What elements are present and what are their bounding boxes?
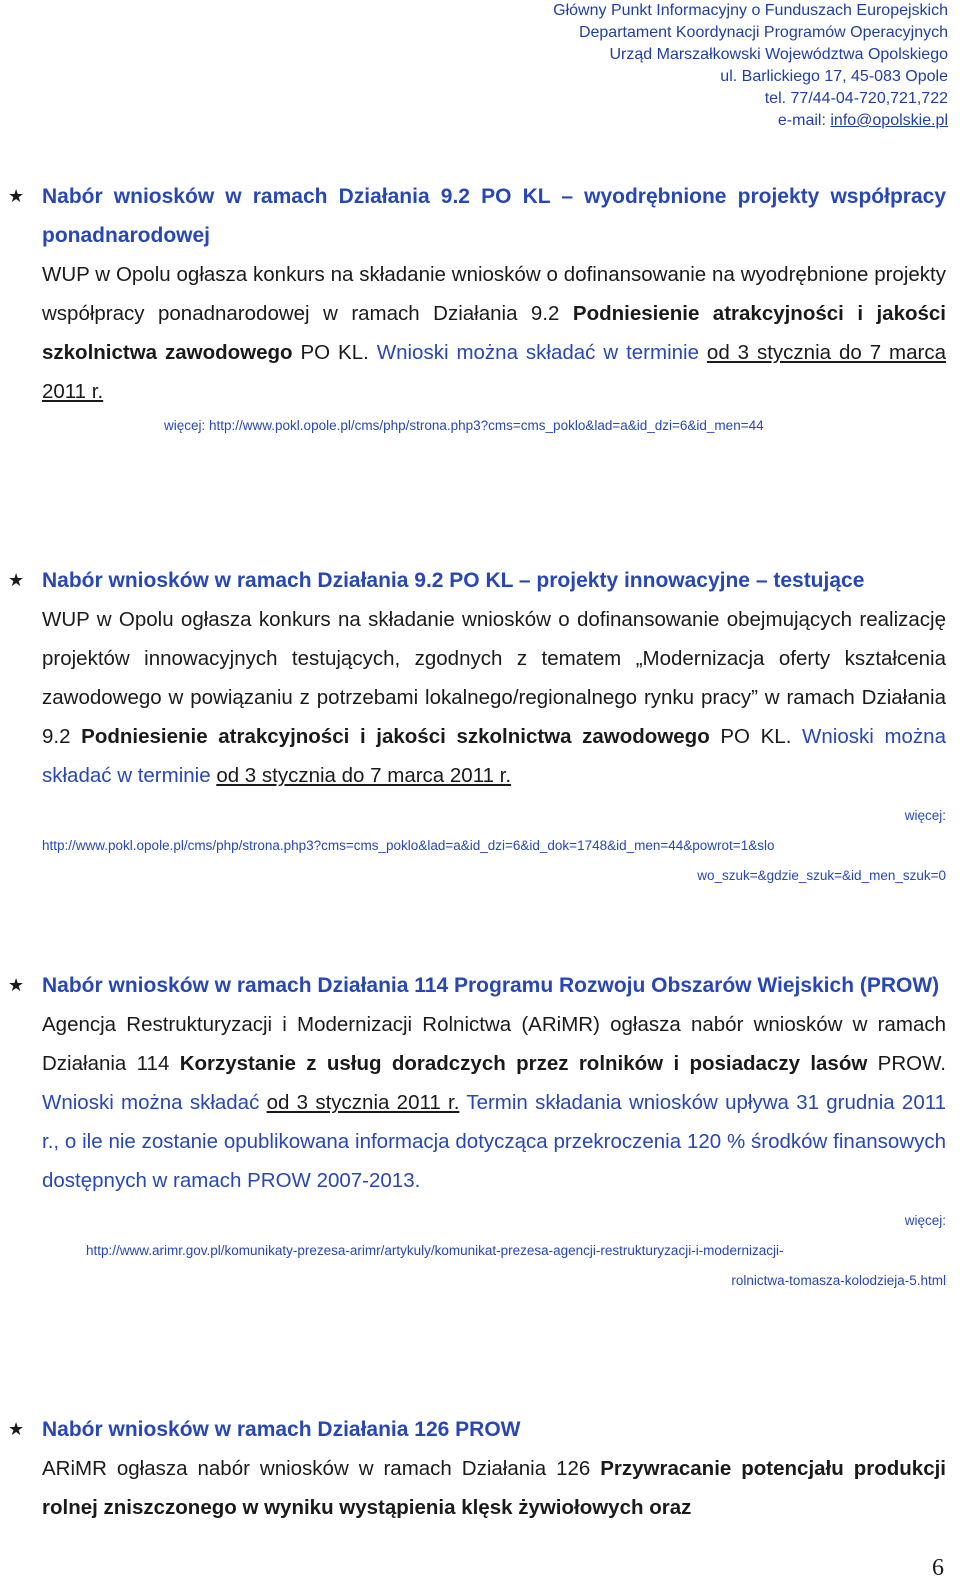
more-info [42, 801, 946, 891]
header-line-4: ul. Barlickiego 17, 45-083 Opole [720, 68, 948, 85]
announcement-title: ★ Nabór wniosków w ramach Działania 114 Programu Rozwoju Obszarów Wiejskich (PROW) [42, 966, 946, 1005]
announcement-body: WUP w Opolu ogłasza konkurs na składanie wniosków o dofinansowanie na wyodrębnione projekty współpracy ponadnarodowej w ramach Działania 9.2 Podniesienie atrakcyjności i jakości szkolnictwa zawodowego PO KL. Wnioski można składać w terminie od 3 stycznia do 7 marca 2011 r. [42, 263, 946, 403]
email-label: e-mail: [777, 112, 831, 129]
announcement-title: ★ Nabór wniosków w ramach Działania 9.2 PO KL – projekty innowacyjne – testujące [42, 561, 946, 600]
star-icon: ★ [8, 1419, 25, 1439]
contact-header [248, 0, 948, 132]
more-label: więcej: [904, 808, 946, 823]
announcement-body: WUP w Opolu ogłasza konkurs na składanie wniosków o dofinansowanie obejmujących realizację projektów innowacyjnych testujących, zgodnych z tematem „Modernizacja oferty kształcenia zawodowego w powiązaniu z potrzebami lokalnego/regionalnego rynku pracy” w ramach Działania 9.2 Podniesienie atrakcyjności i jakości szkolnictwa zawodowego PO KL. Wnioski można składać w terminie od 3 stycznia do 7 marca 2011 r. [42, 608, 946, 787]
announcement-1 [8, 177, 946, 441]
more-link-line-2[interactable]: rolnictwa-tomasza-kolodzieja-5.html [731, 1273, 946, 1288]
header-line-5: tel. 77/44-04-720,721,722 [764, 90, 948, 107]
more-info [42, 1206, 946, 1296]
more-label: więcej: [164, 418, 210, 433]
announcement-4 [8, 1410, 946, 1527]
announcement-3 [8, 966, 947, 1296]
more-link-line-1[interactable]: http://www.arimr.gov.pl/komunikaty-prezesa-arimr/artykuly/komunikat-prezesa-agencji-restrukturyzacji-i-modernizacji- [86, 1243, 784, 1258]
page-number: 6 [932, 1555, 944, 1581]
announcement-body: Agencja Restrukturyzacji i Modernizacji Rolnictwa (ARiMR) ogłasza nabór wniosków w ramach Działania 114 Korzystanie z usług doradczych przez rolników i posiadaczy lasów PROW. Wnioski można składać od 3 stycznia 2011 r. Termin składania wniosków upływa 31 grudnia 2011 r., o ile nie zostanie opublikowana informacja dotycząca przekroczenia 120 % środków finansowych dostępnych w ramach PROW 2007-2013. [42, 1013, 947, 1192]
more-link-line-1[interactable]: http://www.pokl.opole.pl/cms/php/strona.php3?cms=cms_poklo&lad=a&id_dzi=6&id_dok=1748&id_men=44&powrot=1&slo [42, 838, 775, 853]
more-link[interactable]: http://www.pokl.opole.pl/cms/php/strona.php3?cms=cms_poklo&lad=a&id_dzi=6&id_men=44 [209, 418, 764, 433]
star-icon: ★ [8, 186, 25, 206]
header-line-1: Główny Punkt Informacyjny o Funduszach Europejskich [553, 2, 948, 19]
announcement-2 [8, 561, 946, 891]
more-link-line-2[interactable]: wo_szuk=&gdzie_szuk=&id_men_szuk=0 [697, 868, 946, 883]
more-info [42, 411, 946, 441]
announcement-body: ARiMR ogłasza nabór wniosków w ramach Działania 126 Przywracanie potencjału produkcji rolnej zniszczonego w wyniku wystąpienia klęsk żywiołowych oraz [42, 1457, 946, 1519]
header-email-row [248, 110, 948, 132]
star-icon: ★ [8, 975, 25, 995]
announcement-title: ★ Nabór wniosków w ramach Działania 126 PROW [42, 1410, 946, 1449]
more-label: więcej: [904, 1213, 946, 1228]
header-line-3: Urząd Marszałkowski Województwa Opolskiego [609, 46, 948, 63]
announcement-title: ★ Nabór wniosków w ramach Działania 9.2 PO KL – wyodrębnione projekty współpracy ponadnarodowej [42, 177, 946, 255]
email-link[interactable]: info@opolskie.pl [830, 112, 948, 129]
header-line-2: Departament Koordynacji Programów Operacyjnych [578, 24, 948, 41]
star-icon: ★ [8, 570, 25, 590]
